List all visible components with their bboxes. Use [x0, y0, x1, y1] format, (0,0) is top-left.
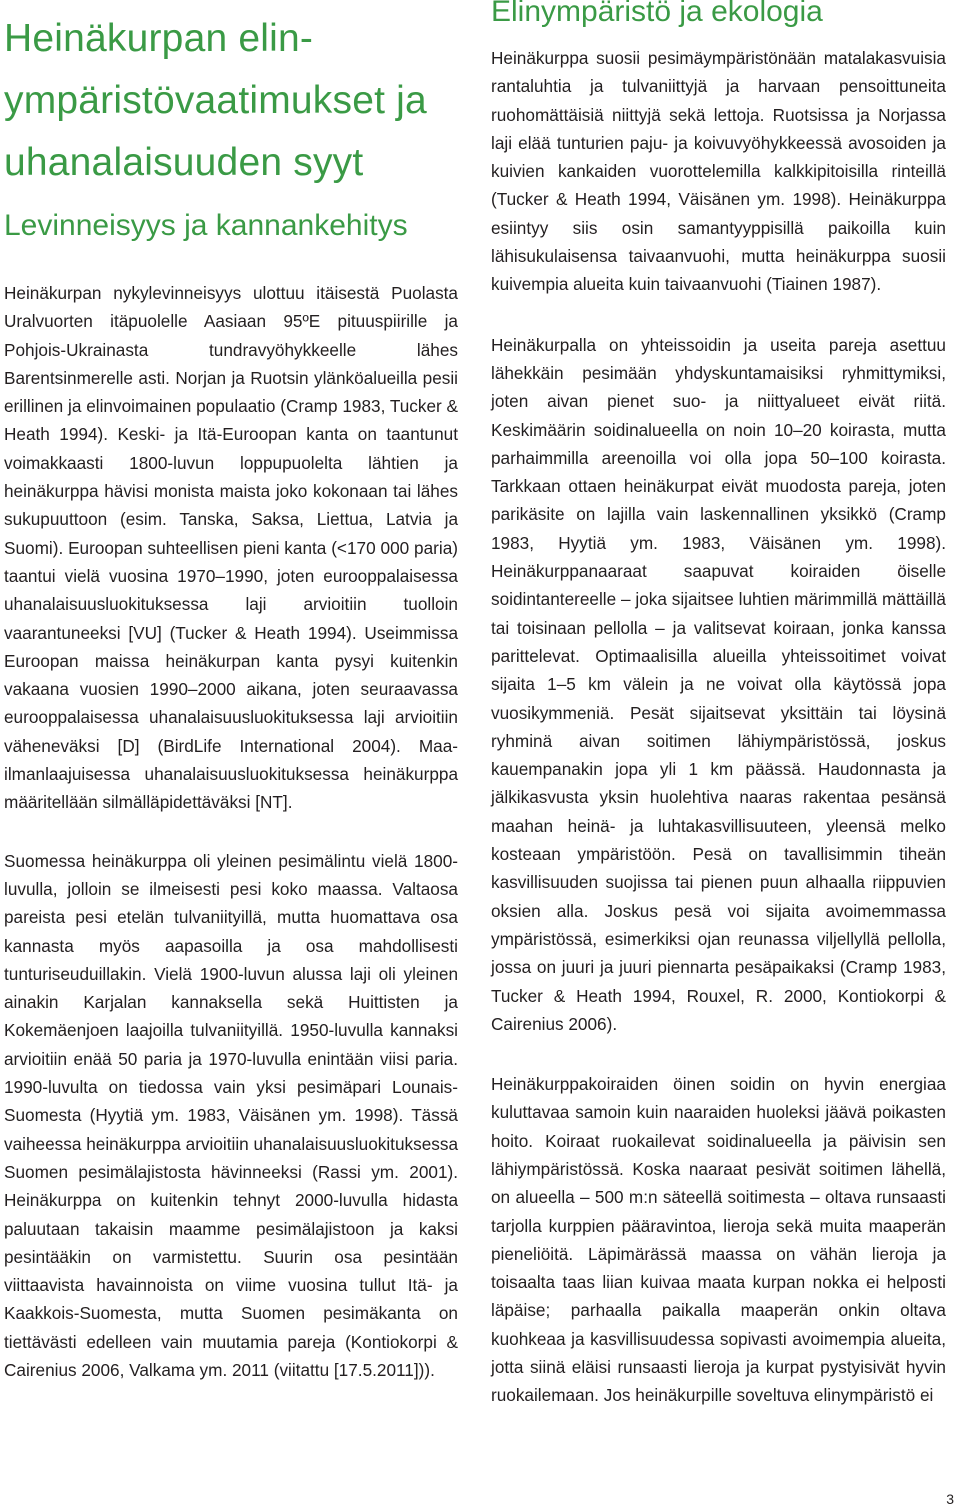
right-column	[491, 0, 946, 1410]
paragraph: Heinäkurppa suosii pesimäympäristönään matalakasvuisia rantaluhtia ja tulvaniittyjä ja harvaan pensoittuneita ruohomättäisiä niittyjä sekä lettoja. Ruotsissa ja Norjassa laji elää tunturien paju- ja koivuvyöhykkeessä avosoiden ja kuivien kankaiden vuorottelemilla kalkkipitoisilla rinteillä (Tucker & Heath 1994, Väisänen ym. 1998). Heinäkurppa esiintyy siis osin samantyyppisillä paikoilla kuin lähisukulaisensa taivaanvuohi, mutta heinäkurppa suosii kuivempia alueita kuin taivaanvuohi (Tiainen 1987).	[491, 48, 946, 295]
page-title: Heinäkurpan elinympäristövaatimukset ja uhanalaisuuden syyt	[4, 17, 427, 184]
left-column	[4, 0, 458, 1384]
section-title-distribution: Levinneisyys ja kannankehitys	[4, 209, 408, 242]
paragraph: Suomessa heinäkurppa oli yleinen pesimälintu vielä 1800-luvulla, jolloin se ilmeisesti pesi koko maassa. Valtaosa pareista pesi etelän tulvaniityillä, mutta huomattava osa kannasta myös aapasoilla ja osa mahdollisesti tunturiseuduillakin. Vielä 1900-luvun alussa laji oli yleinen ainakin Karjalan kannaksella sekä Huittisten ja Kokemäenjoen laajoilla tulvaniityillä. 1950-luvulla kannaksi arvioitiin enää 50 paria ja 1970-luvulla enintään viisi paria. 1990-luvulta on tiedossa vain yksi pesimäpari Lounais-Suomesta (Hyytiä ym. 1983, Väisänen ym. 1998). Tässä vaiheessa heinäkurppa arvioitiin uhanalaisuusluokituksessa Suomen pesimälajistosta hävinneeksi (Rassi ym. 2001). Heinäkurppa on kuitenkin tehnyt 2000-luvulla hidasta paluutaan takaisin maamme pesimälajistoon ja kaksi pesintääkin on varmistettu. Suurin osa pesintään viittaavista havainnoista on viime vuosina tullut Itä- ja Kaakkois-Suomesta, mutta Suomen pesimäkanta on tiettävästi edelleen vain muutamia pareja (Kontiokorpi & Cairenius 2006, Valkama ym. 2011 (viitattu [17.5.2011])).	[4, 850, 458, 1380]
section-title-habitat: Elinympäristö ja ekologia	[491, 0, 823, 28]
paragraph: Heinäkurpan nykylevinneisyys ulottuu itäisestä Puolasta Uralvuorten itäpuolelle Aasiaan 95ºE pituuspiirille ja Pohjois-Ukrainasta tundravyöhykkeelle lähes Barentsinmerelle asti. Norjan ja Ruotsin ylänköalueilla pesii erillinen ja elinvoimainen populaatio (Cramp 1983, Tucker & Heath 1994). Keski- ja Itä-Euroopan kanta on taantunut voimakkaasti 1800-luvun loppupuolelta lähtien ja heinäkurppa hävisi monista maista joko kokonaan tai lähes sukupuuttoon (esim. Tanska, Saksa, Liettua, Latvia ja Suomi). Euroopan suhteellisen pieni kanta (<170 000 paria) taantui vielä vuosina 1970–1990, joten eurooppalaisessa uhanalaisuusluokituksessa laji arvioitiin tuolloin vaarantuneeksi [VU] (Tucker & Heath 1994). Useimmissa Euroopan maissa heinäkurpan kanta pysyi kuitenkin vakaana vuosien 1990–2000 aikana, joten seuraavassa eurooppalaisessa uhanalaisuusluokituksessa laji arvioitiin väheneväksi [D] (BirdLife International 2004). Maailmanlaajuisessa uhanalaisuusluokituksessa heinäkurppa määritellään silmälläpidettäväksi [NT].	[4, 283, 458, 813]
paragraph: Heinäkurpalla on yhteissoidin ja useita pareja asettuu lähekkäin pesimään yhdyskuntamaisiksi ryhmittymiksi, joten aivan pienet suo- ja niittyalueet eivät riitä. Keskimäärin soidinalueella on noin 10–20 koirasta, mutta parhaimmilla areenoilla voi olla jopa 50–100 koirasta. Tarkkaan ottaen heinäkurpat eivät muodosta pareja, joten parikäsite on lajilla vain laskennallinen yksikkö (Cramp 1983, Hyytiä ym. 1983, Väisänen ym. 1998). Heinäkurppanaaraat saapuvat koiraiden öiselle soidintantereelle – joka sijaitsee luhtien märimmillä mättäillä tai toisinaan pellolla – ja valitsevat koiraan, jonka kanssa parittelevat. Optimaalisilla alueilla yhteissoitimet voivat sijaita 1–5 km välein ja ne voivat olla käytössä jopa vuosikymmeniä. Pesät sijaitsevat yksittäin tai löysinä ryhminä aivan soitimen lähiympäristössä, joskus kauempanakin jopa yli 1 km päässä. Haudonnasta ja jälkikasvusta yksin huolehtiva naaras rakentaa pesänsä maahan heinä- ja luhtakasvillisuuteen, yleensä melko kosteaan ympäristöön. Pesä on tavallisimmin tiheän kasvillisuuden suojissa tai pienen puun alhaalla riippuvien oksien alla. Joskus pesä voi sijaita avoimemmassa ympäristössä, esimerkiksi ojan reunassa viljellyllä pellolla, jossa on juuri ja juuri piennarta pesäpaikaksi (Cramp 1983, Tucker & Heath 1994, Rouxel, R. 2000, Kontiokorpi & Cairenius 2006).	[491, 334, 946, 1034]
page-number: 3	[946, 1491, 954, 1507]
paragraph: Heinäkurppakoiraiden öinen soidin on hyvin energiaa kuluttavaa samoin kuin naaraiden huoleksi jäävä poikasten hoito. Koiraat ruokailevat soidinalueella ja päivisin sen lähiympäristössä. Koska naaraat pesivät soitimen lähellä, on alueella – 500 m:n säteellä soitimesta – oltava runsaasti tarjolla kurppien pääravintoa, lieroja sekä muita maaperän pieneliöitä. Läpimärässä maassa on vähän lieroja ja toisaalta taas liian kuivaa maata kurpan nokka ei helposti läpäise; parhaalla paikalla maaperän onkin oltava kuohkeaa ja kasvillisuudessa sopivasti avoimempia alueita, jotta siinä eläisi runsaasti lieroja ja kurpat pystyisivät hyvin ruokailemaan. Jos heinäkurpille soveltuva elinympäristö ei	[491, 1074, 946, 1406]
